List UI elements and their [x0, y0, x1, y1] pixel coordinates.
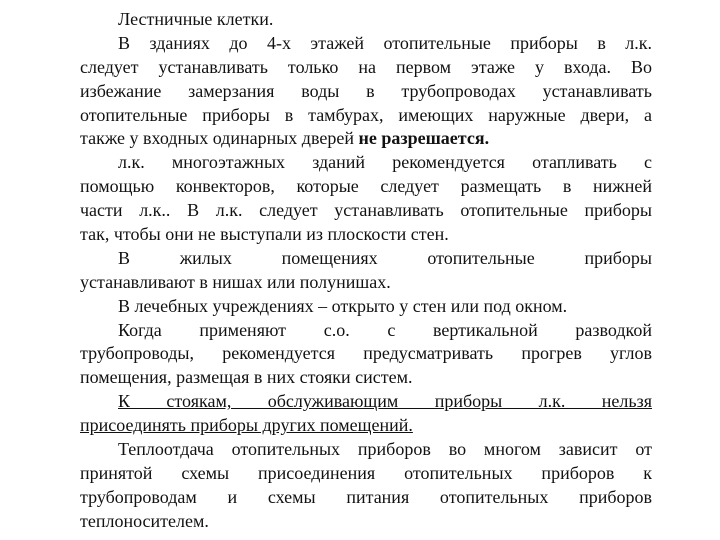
paragraph-5-line-2: трубопроводы, рекомендуется предусматривать прогрев углов	[80, 343, 652, 364]
paragraph-2-line-1: л.к. многоэтажных зданий рекомендуется отапливать с	[118, 152, 652, 173]
paragraph-1-line-5-text: также у входных одинарных дверей	[80, 128, 359, 149]
paragraph-5-line-1: Когда применяют с.о. с вертикальной разводкой	[118, 319, 652, 340]
paragraph-4-line-1: В лечебных учреждениях – открыто у стен или под окном.	[118, 295, 568, 316]
document-body	[80, 0, 652, 534]
paragraph-1-line-1: В зданиях до 4-х этажей отопительные приборы в л.к.	[118, 32, 652, 53]
paragraph-2-line-4: так, чтобы они не выступали из плоскости стен.	[80, 224, 449, 245]
paragraph-1-line-4: отопительные приборы в тамбурах, имеющих наружные двери, а	[80, 104, 652, 125]
paragraph-1-line-3: избежание замерзания воды в трубопроводах устанавливать	[80, 80, 652, 101]
paragraph-7-line-3: трубопроводам и схемы питания отопительных приборов	[80, 486, 652, 507]
top-spacer	[80, 0, 652, 8]
paragraph-6-line-1: К стоякам, обслуживающим приборы л.к. нельзя	[118, 391, 652, 412]
paragraph-1-line-2: следует устанавливать только на первом этаже у входа. Во	[80, 56, 652, 77]
not-allowed-emphasis: не разрешается.	[358, 128, 490, 149]
paragraph-6-line-2: присоединять приборы других помещений.	[80, 415, 413, 436]
paragraph-7-line-4: теплоносителем.	[80, 510, 209, 531]
paragraph-3-line-2: устанавливают в нишах или полунишах.	[80, 271, 391, 292]
paragraph-2-line-3: части л.к.. В л.к. следует устанавливать отопительные приборы	[80, 200, 652, 221]
paragraph-2-line-2: помощью конвекторов, которые следует размещать в нижней	[80, 176, 652, 197]
paragraph-7-line-1: Теплоотдача отопительных приборов во многом зависит от	[118, 439, 652, 460]
paragraph-1-line-5	[80, 127, 652, 151]
section-title: Лестничные клетки.	[118, 9, 274, 29]
paragraph-5-line-3: помещения, размещая в них стояки систем.	[80, 367, 413, 388]
paragraph-7-line-2: принятой схемы присоединения отопительных приборов к	[80, 462, 652, 483]
paragraph-3-line-1: В жилых помещениях отопительные приборы	[118, 247, 652, 268]
